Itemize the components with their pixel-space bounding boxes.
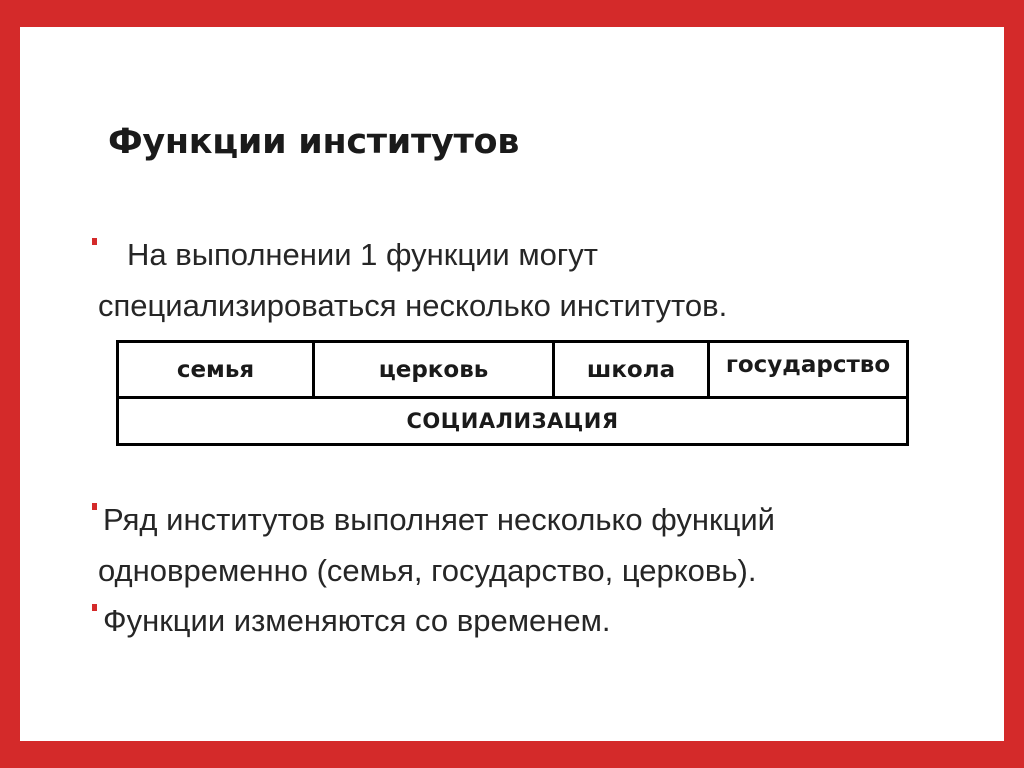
bullet-square-icon: [92, 238, 97, 245]
institutions-table: [116, 340, 909, 446]
slide: [20, 27, 1004, 741]
slide-title: Функции институтов: [108, 122, 520, 162]
bullet-1-line-1: [92, 229, 727, 280]
bullet-square-icon: [92, 503, 97, 510]
bullet-3-text-1: Функции изменяются со временем.: [103, 603, 611, 638]
table-cell-institution: семья: [176, 356, 255, 383]
table-cell-institution: школа: [586, 356, 676, 383]
bullet-square-icon: [92, 604, 97, 611]
table-cell-institution: государство: [725, 352, 891, 378]
bullet-2-text-2: одновременно (семья, государство, церковь).: [98, 553, 757, 588]
bullet-1-text-1: На выполнении 1 функции могут: [127, 237, 598, 272]
bullet-item-3: [92, 595, 611, 646]
bullet-2-text-1: Ряд институтов выполняет несколько функций: [103, 502, 775, 537]
table-cell-institution: церковь: [378, 356, 489, 383]
table-cell-function: СОЦИАЛИЗАЦИЯ: [406, 409, 619, 433]
bullet-item-2: [92, 494, 775, 596]
bullet-3-line-1: [92, 595, 611, 646]
bullet-item-1: [92, 229, 727, 331]
bullet-1-text-2: специализироваться несколько институтов.: [98, 288, 728, 323]
bullet-2-line-1: [92, 494, 775, 545]
